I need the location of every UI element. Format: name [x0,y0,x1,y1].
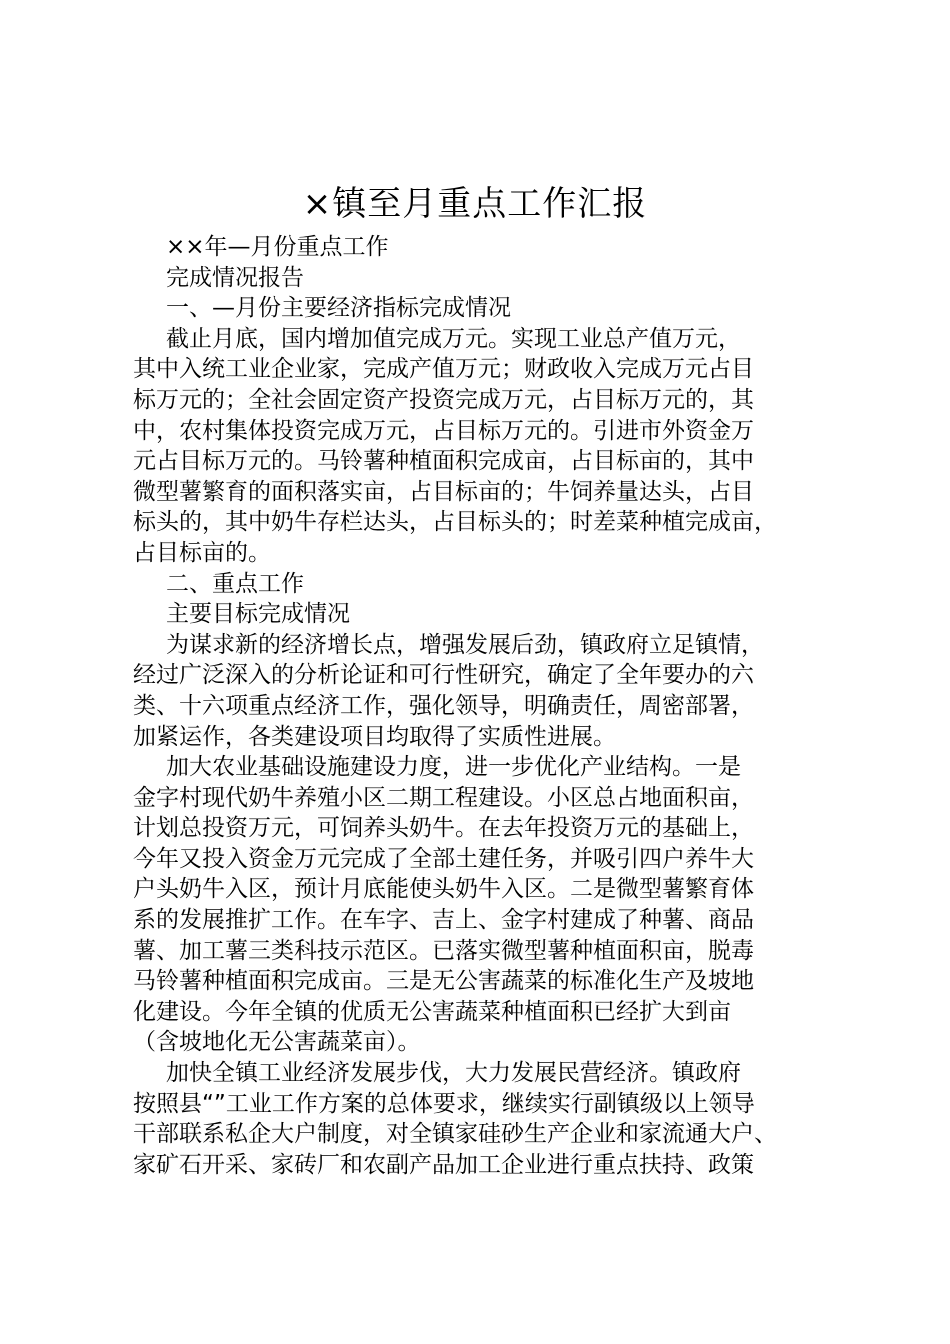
text-line: 干部联系私企大户制度，对全镇家硅砂生产企业和家流通大户、 [133,1121,777,1148]
text-line: 中，农村集体投资完成万元，占目标万元的。引进市外资金万 [133,417,754,444]
text-line: 占目标亩的。 [133,539,271,566]
text-line: 微型薯繁育的面积落实亩，占目标亩的；牛饲养量达头，占目 [133,478,754,505]
text-line: 元占目标万元的。马铃薯种植面积完成亩，占目标亩的，其中 [133,448,754,475]
text-line: 标头的，其中奶牛存栏达头，占目标头的；时差菜种植完成亩， [133,509,777,536]
text-line: 加大农业基础设施建设力度，进一步优化产业结构。一是 [166,754,741,781]
text-line: 家矿石开采、家砖厂和农副产品加工企业进行重点扶持、政策 [133,1151,754,1178]
text-line: 户头奶牛入区，预计月底能使头奶牛入区。二是微型薯繁育体 [133,876,754,903]
text-line: 金字村现代奶牛养殖小区二期工程建设。小区总占地面积亩， [133,784,754,811]
text-line: 按照县“”工业工作方案的总体要求，继续实行副镇级以上领导 [133,1090,755,1117]
text-line: 系的发展推扩工作。在车字、吉上、金字村建成了种薯、商品 [133,907,754,934]
text-line: 完成情况报告 [166,264,304,291]
text-line: 薯、加工薯三类科技示范区。已落实微型薯种植面积亩，脱毒 [133,937,754,964]
text-line: 化建设。今年全镇的优质无公害蔬菜种植面积已经扩大到亩 [133,998,731,1025]
document-body [133,232,848,1180]
document-title: ×镇至月重点工作汇报 [302,184,648,224]
text-line: 类、十六项重点经济工作，强化领导，明确责任，周密部署， [133,692,754,719]
text-line: （含坡地化无公害蔬菜亩）。 [133,1029,421,1056]
text-line: 为谋求新的经济增长点，增强发展后劲，镇政府立足镇情， [166,631,764,658]
text-line: 主要目标完成情况 [166,601,350,628]
text-line: 马铃薯种植面积完成亩。三是无公害蔬菜的标准化生产及坡地 [133,968,754,995]
text-line: 加快全镇工业经济发展步伐，大力发展民营经济。镇政府 [166,1060,741,1087]
text-line: 标万元的；全社会固定资产投资完成万元，占目标万元的，其 [133,386,754,413]
text-line: 截止月底，国内增加值完成万元。实现工业总产值万元， [166,325,741,352]
text-line: 二、重点工作 [166,570,304,597]
text-line: 一、—月份主要经济指标完成情况 [166,295,511,322]
text-line: 加紧运作，各类建设项目均取得了实质性进展。 [133,723,616,750]
text-line: 其中入统工业企业家，完成产值万元；财政收入完成万元占目 [133,356,754,383]
text-line: ××年—月份重点工作 [166,234,389,260]
text-line: 经过广泛深入的分析论证和可行性研究，确定了全年要办的六 [133,662,754,689]
text-line: 今年又投入资金万元完成了全部土建任务，并吸引四户养牛大 [133,845,754,872]
text-line: 计划总投资万元，可饲养头奶牛。在去年投资万元的基础上， [133,815,754,842]
